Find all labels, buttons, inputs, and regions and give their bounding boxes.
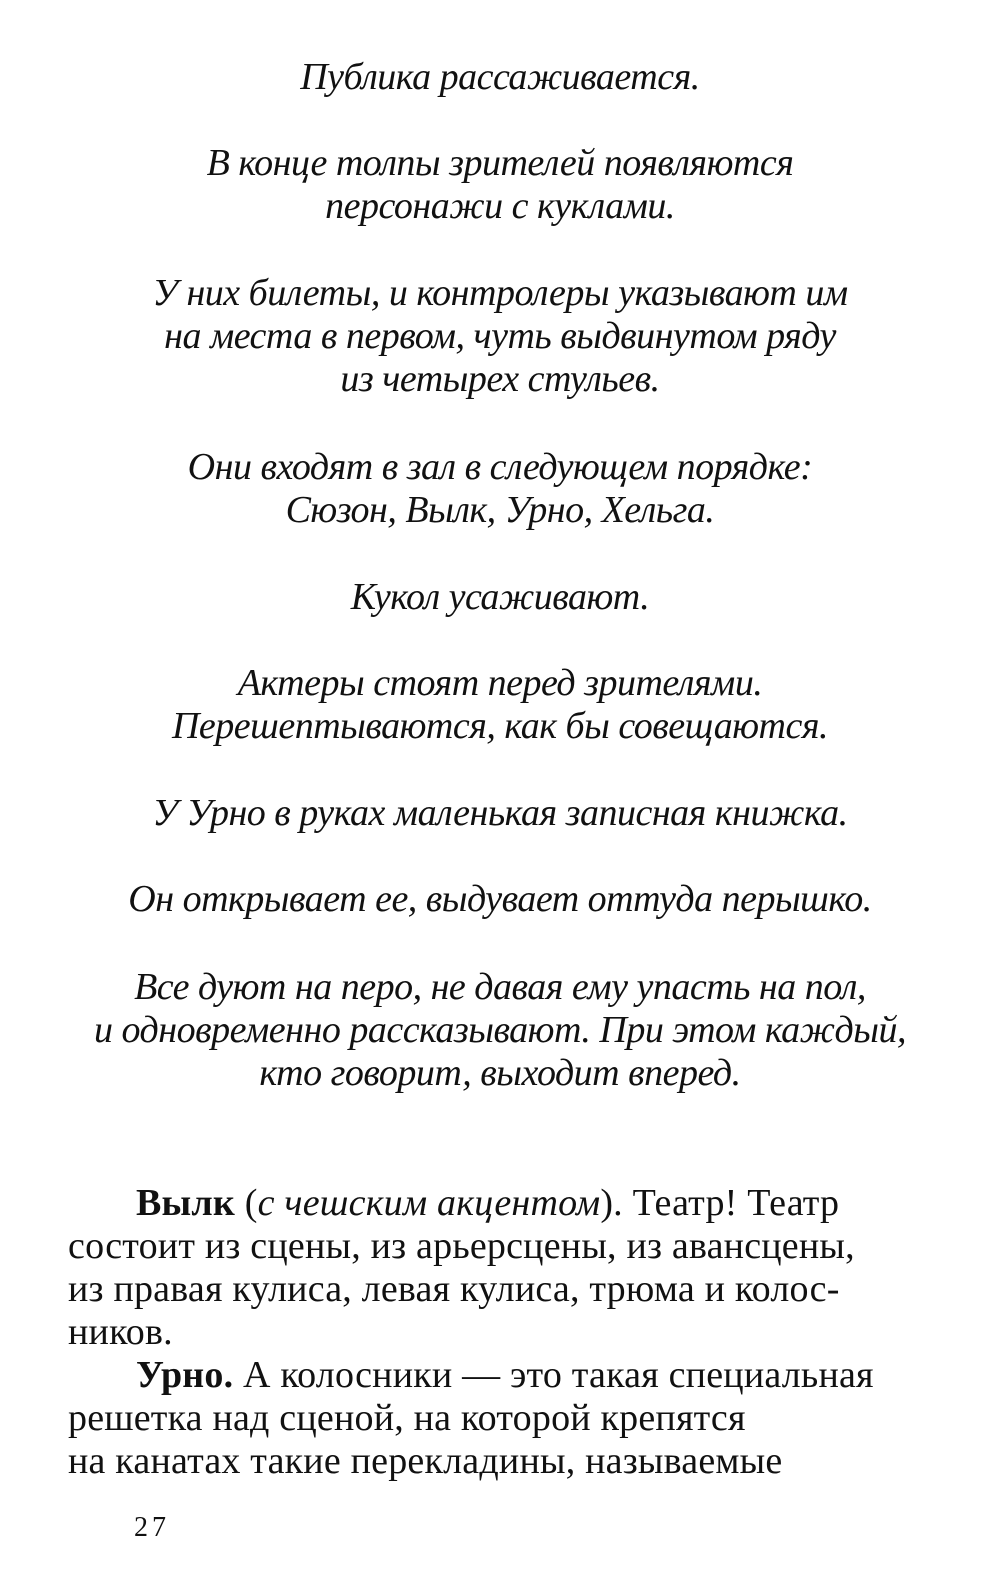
stage-remark: с чешским акцентом xyxy=(257,1182,601,1224)
dialogue-line: решетка над сценой, на которой крепятся xyxy=(68,1397,746,1439)
stage-direction-line: Актеры стоят перед зрителями. xyxy=(237,662,763,704)
stage-direction-9 xyxy=(0,966,1000,1095)
stage-direction-7 xyxy=(0,792,1000,835)
dialogue-text: Театр! Театр xyxy=(632,1182,840,1224)
stage-direction-line: В конце толпы зрителей появляются xyxy=(206,142,794,184)
stage-direction-line: Перешептываются, как бы совещаются. xyxy=(171,705,829,747)
stage-direction-line: Публика рассаживается. xyxy=(300,56,700,98)
stage-direction-3 xyxy=(0,272,1000,401)
stage-direction-line: Все дуют на перо, не давая ему упасть на пол, xyxy=(134,966,866,1008)
dialogue-line: ников. xyxy=(68,1311,173,1353)
stage-direction-line: Кукол усаживают. xyxy=(350,576,650,618)
dialogue-text: А колосники — это такая специальная xyxy=(233,1354,874,1396)
stage-direction-line: на места в первом, чуть выдвинутом ряду xyxy=(164,315,836,357)
page-number: 27 xyxy=(134,1512,170,1543)
stage-direction-line: Они входят в зал в следующем порядке: xyxy=(187,446,813,488)
speaker-name: Вылк xyxy=(136,1182,236,1224)
stage-direction-4 xyxy=(0,446,1000,532)
speaker-name: Урно. xyxy=(136,1354,234,1396)
stage-direction-line: кто говорит, выходит вперед. xyxy=(259,1052,741,1094)
stage-direction-line: Сюзон, Вылк, Урно, Хельга. xyxy=(285,489,715,531)
remark-open: ( xyxy=(235,1182,258,1224)
stage-direction-2 xyxy=(0,142,1000,228)
stage-direction-8 xyxy=(0,878,1000,921)
dialogue-first-line xyxy=(68,1354,948,1397)
stage-direction-line: из четырех стульев. xyxy=(340,358,660,400)
dialogue-line: из правая кулиса, левая кулиса, трюма и колос- xyxy=(68,1268,840,1310)
dialogue-line: состоит из сцены, из арьерсцены, из авансцены, xyxy=(68,1225,855,1267)
stage-direction-line: персонажи с куклами. xyxy=(325,185,675,227)
stage-direction-5 xyxy=(0,576,1000,619)
stage-direction-line: Он открывает ее, выдувает оттуда перышко. xyxy=(128,878,872,920)
stage-direction-line: У Урно в руках маленькая записная книжка. xyxy=(152,792,848,834)
stage-direction-6 xyxy=(0,662,1000,748)
stage-direction-line: и одновременно рассказывают. При этом каждый, xyxy=(94,1009,906,1051)
remark-close: ). xyxy=(600,1182,633,1224)
dialogue-first-line xyxy=(68,1182,948,1225)
dialogue-line: на канатах такие перекладины, называемые xyxy=(68,1440,783,1482)
stage-direction-1 xyxy=(0,56,1000,99)
dialogue-block xyxy=(68,1182,948,1483)
stage-direction-line: У них билеты, и контролеры указывают им xyxy=(152,272,848,314)
